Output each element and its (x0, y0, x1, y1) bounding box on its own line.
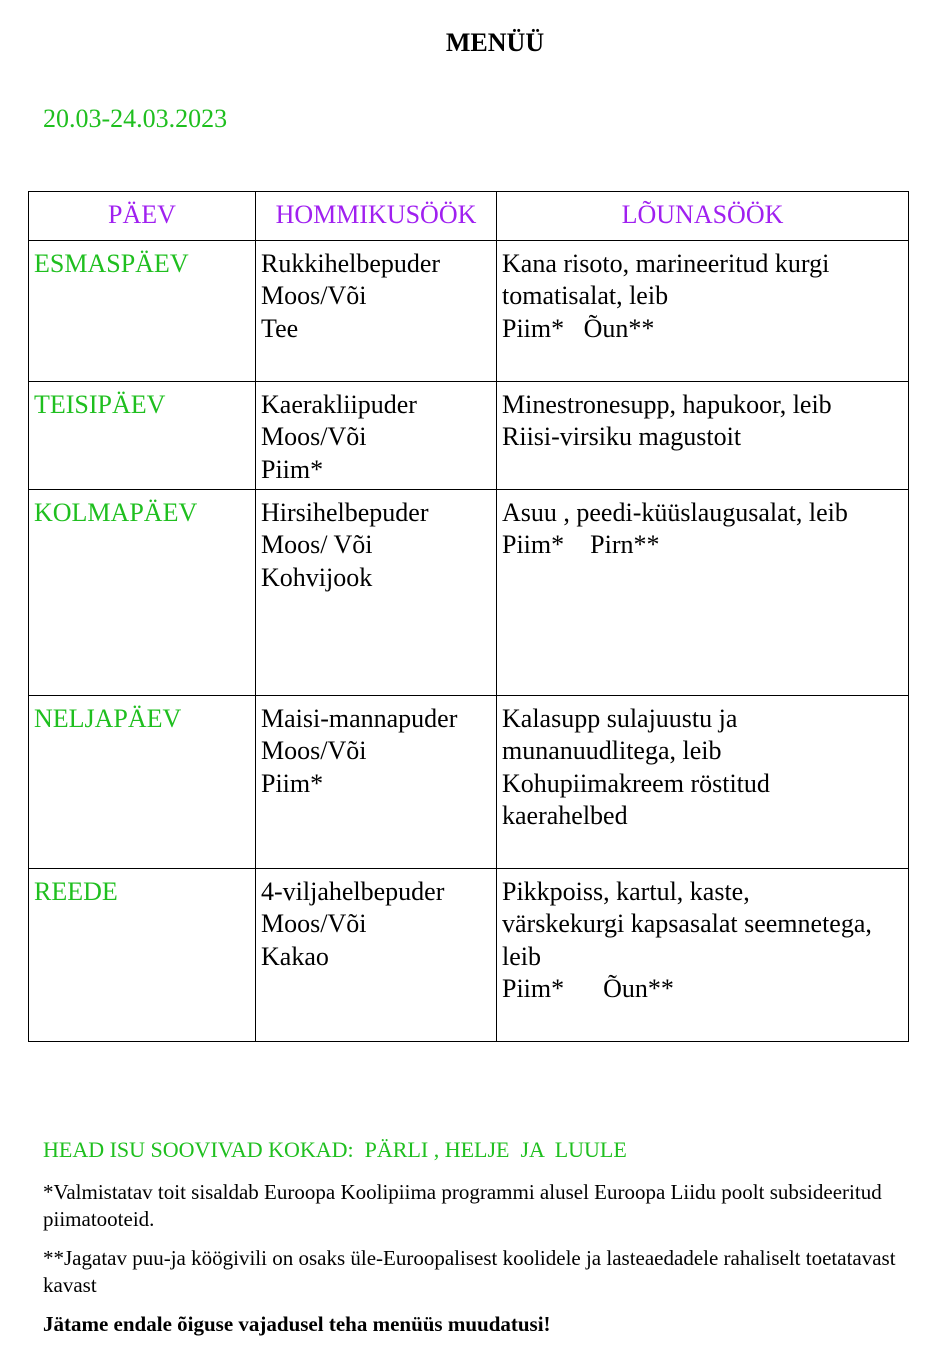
lunch-item: Kohupiimakreem röstitud (502, 768, 770, 798)
breakfast-item: Moos/ Või (261, 530, 373, 560)
lunch-item: Minestronesupp, hapukoor, leib (502, 390, 832, 419)
breakfast-item: Piim* (261, 768, 324, 798)
lunch-item: Piim* Pirn** (502, 530, 660, 560)
breakfast-item: Moos/Või (261, 909, 367, 939)
table-row (29, 869, 909, 1042)
breakfast-item: Rukkihelbepuder (261, 249, 441, 278)
breakfast-cell (256, 696, 497, 869)
breakfast-item: Kaerakliipuder (261, 390, 417, 419)
chefs-greeting: HEAD ISU SOOVIVAD KOKAD: PÄRLI , HELJE JA LUULE (43, 1137, 627, 1162)
breakfast-item: 4-viljahelbepuder (261, 877, 445, 906)
breakfast-item: Piim* (261, 454, 324, 484)
lunch-item: Piim* Õun** (502, 313, 655, 343)
lunch-item: Kalasupp sulajuustu ja (502, 704, 738, 733)
fruit-program-note: **Jagatav puu-ja köögivili on osaks üle-Euroopalisest koolidele ja lasteaedadele rahaliselt toetatavast kavast (43, 1246, 896, 1297)
day-cell: NELJAPÄEV (29, 696, 256, 869)
menu-change-disclaimer: Jätame endale õiguse vajadusel teha menüüs muudatusi! (43, 1312, 551, 1336)
day-cell: TEISIPÄEV (29, 382, 256, 490)
day-cell: ESMASPÄEV (29, 241, 256, 382)
table-header-row (29, 192, 909, 241)
table-row (29, 696, 909, 869)
breakfast-item: Hirsihelbepuder (261, 498, 429, 527)
lunch-item: Kana risoto, marineeritud kurgi (502, 249, 830, 278)
lunch-item: munanuudlitega, leib (502, 736, 722, 766)
header-lunch: LÕUNASÖÖK (497, 192, 909, 241)
lunch-item: leib (502, 941, 541, 971)
lunch-item: värskekurgi kapsasalat seemnetega, (502, 909, 872, 939)
lunch-cell (497, 869, 909, 1042)
lunch-cell (497, 382, 909, 490)
breakfast-item: Maisi-mannapuder (261, 704, 458, 733)
page-title: MENÜÜ (445, 28, 545, 57)
lunch-cell (497, 241, 909, 382)
table-row (29, 382, 909, 490)
lunch-item: Riisi-virsiku magustoit (502, 422, 742, 452)
lunch-item: Pikkpoiss, kartul, kaste, (502, 877, 750, 906)
day-cell: KOLMAPÄEV (29, 490, 256, 696)
breakfast-item: Kakao (261, 941, 329, 971)
header-breakfast: HOMMIKUSÖÖK (256, 192, 497, 241)
header-day: PÄEV (29, 192, 256, 241)
lunch-item: Piim* Õun** (502, 974, 674, 1004)
lunch-item: kaerahelbed (502, 801, 628, 831)
milk-program-note: *Valmistatav toit sisaldab Euroopa Koolipiima programmi alusel Euroopa Liidu poolt subsideeritud piimatooteid. (43, 1180, 882, 1231)
day-cell: REEDE (29, 869, 256, 1042)
menu-table (28, 191, 909, 1042)
lunch-item: Asuu , peedi-küüslaugusalat, leib (502, 498, 848, 527)
breakfast-item: Moos/Või (261, 736, 367, 766)
lunch-item: tomatisalat, leib (502, 281, 669, 311)
breakfast-cell (256, 241, 497, 382)
breakfast-item: Kohvijook (261, 562, 373, 592)
breakfast-cell (256, 490, 497, 696)
breakfast-cell (256, 382, 497, 490)
lunch-cell (497, 696, 909, 869)
breakfast-item: Moos/Või (261, 281, 367, 311)
breakfast-item: Moos/Või (261, 422, 367, 452)
table-row (29, 241, 909, 382)
table-row (29, 490, 909, 696)
breakfast-item: Tee (261, 313, 299, 343)
lunch-cell (497, 490, 909, 696)
date-range: 20.03-24.03.2023 (43, 104, 228, 133)
breakfast-cell (256, 869, 497, 1042)
